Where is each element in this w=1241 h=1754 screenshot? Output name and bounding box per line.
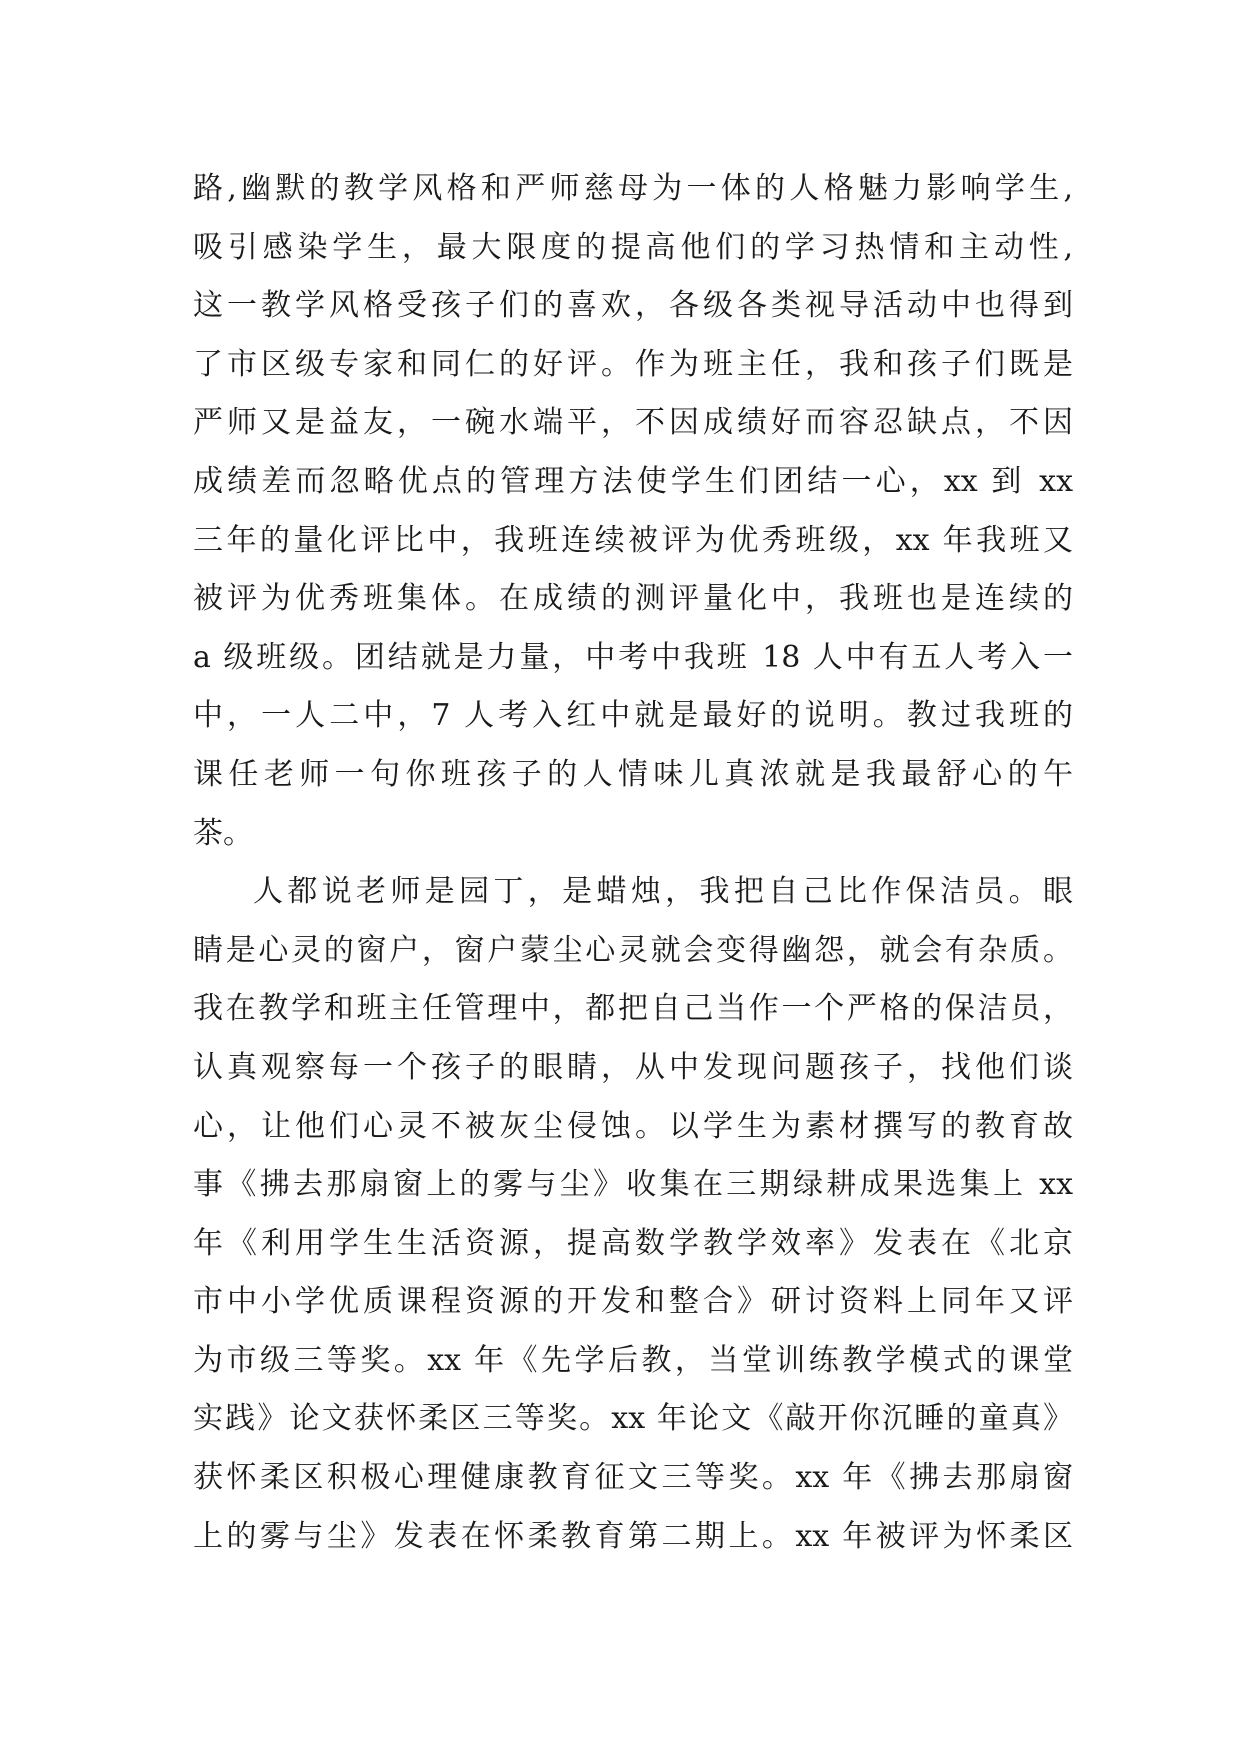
text-line: 心，让他们心灵不被灰尘侵蚀。以学生为素材撰写的教育故 — [193, 1108, 1073, 1144]
text-line: 获怀柔区积极心理健康教育征文三等奖。xx 年《拂去那扇窗 — [193, 1460, 1073, 1496]
text-line: 了市区级专家和同仁的好评。作为班主任，我和孩子们既是 — [193, 346, 1073, 382]
text-line: 为市级三等奖。xx 年《先学后教，当堂训练教学模式的课堂 — [193, 1342, 1073, 1378]
text-line: 这一教学风格受孩子们的喜欢，各级各类视导活动中也得到 — [193, 288, 1073, 324]
text-line: 年《利用学生生活资源，提高数学教学效率》发表在《北京 — [193, 1225, 1073, 1261]
paragraph-first-line: 人都说老师是园丁，是蜡烛，我把自己比作保洁员。眼 — [253, 874, 1073, 910]
text-line: 三年的量化评比中，我班连续被评为优秀班级，xx 年我班又 — [193, 522, 1073, 558]
text-line: 成绩差而忽略优点的管理方法使学生们团结一心，xx 到 xx — [193, 463, 1073, 499]
text-line: 睛是心灵的窗户，窗户蒙尘心灵就会变得幽怨，就会有杂质。 — [193, 932, 1073, 968]
text-line: 课任老师一句你班孩子的人情味儿真浓就是我最舒心的午 — [193, 756, 1073, 792]
text-line: 被评为优秀班集体。在成绩的测评量化中，我班也是连续的 — [193, 581, 1073, 617]
text-line: 实践》论文获怀柔区三等奖。xx 年论文《敲开你沉睡的童真》 — [193, 1401, 1073, 1437]
text-line: 茶。 — [193, 815, 253, 851]
text-line: 路,幽默的教学风格和严师慈母为一体的人格魅力影响学生, — [193, 171, 1073, 206]
text-line: 严师又是益友，一碗水端平，不因成绩好而容忍缺点，不因 — [193, 405, 1073, 441]
text-line: 中，一人二中，7 人考入红中就是最好的说明。教过我班的 — [193, 698, 1073, 734]
text-line: 上的雾与尘》发表在怀柔教育第二期上。xx 年被评为怀柔区 — [193, 1518, 1073, 1554]
text-line: 我在教学和班主任管理中，都把自己当作一个严格的保洁员， — [193, 991, 1073, 1027]
text-line: 事《拂去那扇窗上的雾与尘》收集在三期绿耕成果选集上 xx — [193, 1167, 1073, 1203]
text-line: 市中小学优质课程资源的开发和整合》研讨资料上同年又评 — [193, 1284, 1073, 1320]
text-line: 吸引感染学生，最大限度的提高他们的学习热情和主动性, — [193, 229, 1073, 265]
body-text — [193, 160, 1073, 1566]
text-line: a 级班级。团结就是力量，中考中我班 18 人中有五人考入一 — [193, 639, 1073, 675]
text-line: 认真观察每一个孩子的眼睛，从中发现问题孩子，找他们谈 — [193, 1049, 1073, 1085]
